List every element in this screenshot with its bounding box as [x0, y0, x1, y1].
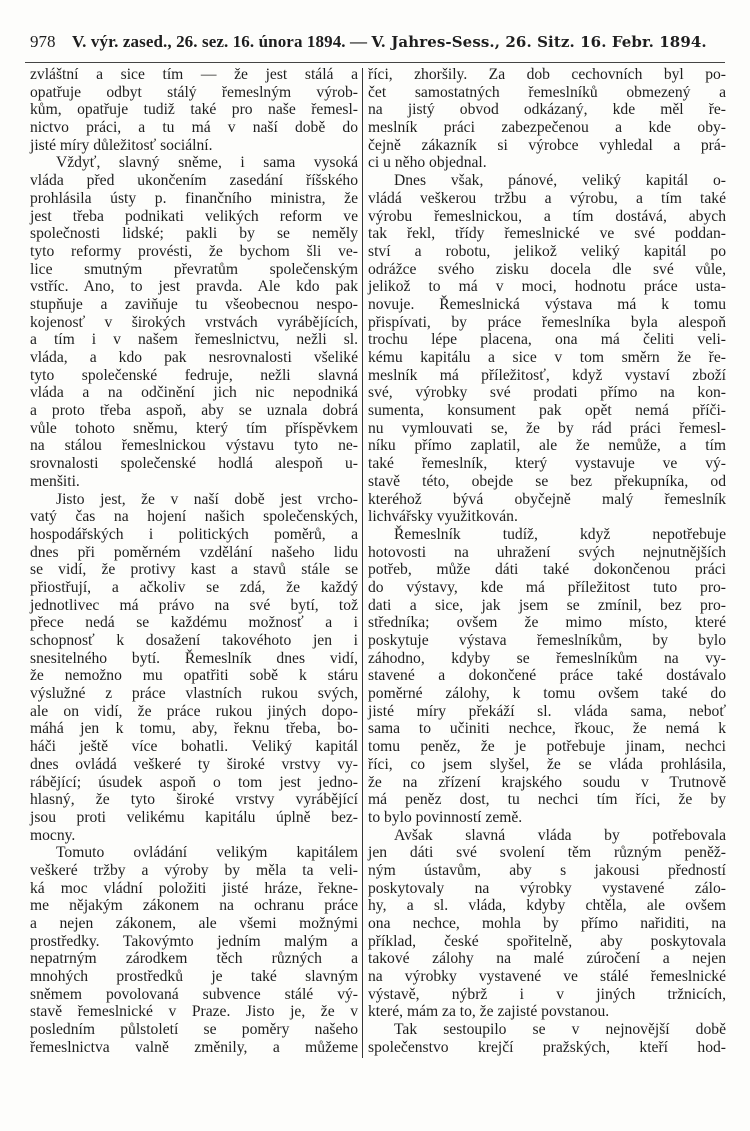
text-line: výstavě, nýbrž i v jiných tržnicích, [368, 985, 726, 1003]
text-line: sama to učiniti nechce, řkouc, že nemá k [368, 720, 726, 738]
text-line: říci, zhoršily. Za dob cechovních byl po- [368, 66, 726, 83]
text-line: lichvářsky využitkován. [368, 508, 518, 526]
text-line: níku přímo zaplatil, ale že nemůže, a tím [368, 437, 726, 455]
text-line: sněmem povolovaná subvence stálé vý- [30, 985, 358, 1003]
text-line: mnohých prostředků je také slavným [30, 968, 358, 986]
text-line: zvláštní a sice tím — že jest stálá a [30, 66, 358, 83]
text-line: čet samostatných řemeslníků obmezený a [368, 83, 726, 101]
text-line: výrobu řemeslnickou, a tím dostává, abych [368, 207, 726, 225]
text-line: menšiti. [30, 472, 80, 490]
text-line: na stálou řemeslnickou výstavu tyto ne- [30, 437, 358, 455]
text-line: meslník má příležitosť, když vystaví zboží [368, 366, 726, 384]
text-line: jisté míry překáží sl. vláda sama, neboť [368, 702, 726, 720]
text-line: a nejen zákonem, ale všemi možnými [30, 915, 358, 932]
text-line: a tím i v našem řemeslnictvu, nežli sl. [30, 331, 358, 349]
paragraph [368, 827, 726, 1022]
text-line: prostředky. Takovýmto jedním malým a [30, 932, 358, 950]
column-divider [362, 68, 363, 1058]
text-line: stavě řemeslnické v Praze. Jisto je, že v [30, 1003, 358, 1021]
left-column [30, 66, 358, 1057]
text-line: Řemeslník tudíž, když nepotřebuje [394, 525, 726, 543]
text-line: potřeb, může dáti také dokončenou práci [368, 561, 726, 579]
text-line: Jisto jest, že v naší době jest vrcho- [56, 490, 358, 508]
text-line: tyto společenské fedruje, nežli slavná [30, 366, 358, 384]
text-line: sumenta, konsument pak opět nemá příči- [368, 402, 726, 420]
running-title-german: V. Jahres-Sess., 26. Sitz. 16. Febr. 1894. [371, 33, 707, 51]
text-line: společenstvo krejčí pražských, kteří hod- [368, 1038, 726, 1056]
text-line: to bylo povinností země. [368, 808, 523, 826]
text-line: má peněz dost, tu nechci tím říci, že by [368, 791, 726, 809]
paragraph [368, 526, 726, 827]
text-line: takové zálohy na malé zúročení a nejen [368, 950, 726, 968]
text-line: vláda, a kdo pak nesrovnalosti všeliké [30, 349, 358, 366]
text-line: odrážce svého zisku docela dle své vůle, [368, 260, 726, 278]
text-line: se vidí, že protivy kast a stavů stále se [30, 561, 358, 579]
text-line: jest třeba podnikati velikých reform ve [30, 207, 358, 225]
text-line: přece nedá se každému možnosť a i [30, 614, 358, 632]
right-column [368, 66, 726, 1057]
text-line: ství a robotu, jelikož veliký kapitál po [368, 242, 726, 260]
text-line: přiostřují, a ačkoliv se zdá, že každý [30, 578, 358, 596]
text-line: a proto třeba aspoň, aby se uznala dobrá [30, 402, 358, 420]
text-line: čejně zákazník si výrobce vyhledal a prá- [368, 136, 726, 154]
paragraph [30, 491, 358, 845]
text-line: hotovosti na uhražení svých nejnutnějších [368, 543, 726, 561]
running-title-czech: V. výr. zased., 26. sez. 16. února 1894. — [72, 32, 368, 51]
text-line: dnes ovládá veškeré ty široké vrstvy vy- [30, 755, 358, 773]
text-line: hospodářských i politických poměrů, a [30, 525, 358, 543]
text-line: mocny. [30, 826, 76, 844]
text-line: jednotlivec má právo na své bytí, tož [30, 596, 358, 614]
text-line: stavené a dokončené práce také dostávalo [368, 667, 726, 685]
text-line: říci, co jsem slyšel, že se vláda prohlásila, [368, 755, 726, 773]
running-title [72, 32, 707, 52]
text-line: že na zřízení krajského soudu v Trutnově [368, 773, 726, 791]
text-line: vláda před ukončením zasedání říšského [30, 172, 358, 190]
text-line: prohlásila ústy p. finančního ministra, že [30, 189, 358, 207]
paragraph [368, 1021, 726, 1056]
text-line: vatý čas na hojení našich společenských, [30, 508, 358, 526]
text-line: stavě této, obejde se bez překupníka, od [368, 472, 726, 490]
text-line: snesitelného bytí. Řemeslník dnes vidí, [30, 649, 358, 667]
header-rule [25, 62, 725, 63]
text-line: me nějakým zákonem na ochranu práce [30, 897, 358, 915]
text-line: meslník práci zabezpečenou a kde oby- [368, 119, 726, 137]
paragraph [30, 844, 358, 1056]
text-line: vláda a na odčinění jich nic nepodniká [30, 384, 358, 402]
text-line: jelikož to má v moci, hodnotu práce usta- [368, 278, 726, 296]
text-line: novuje. Řemeslnická výstava má k tomu [368, 295, 726, 313]
text-line: vstříc. Ano, to jest pravda. Ale kdo pak [30, 278, 358, 296]
text-line: jen dáti své svolení těm různým peněž- [368, 844, 726, 862]
text-line: Tak sestoupilo se v nejnovější době [394, 1021, 726, 1039]
text-line: posledním půlstoletí se poměry našeho [30, 1021, 358, 1039]
text-line: trochu lépe placena, ona má čeliti veli- [368, 331, 726, 349]
text-line: tomu peněz, že je potřebuje jinam, nechci [368, 738, 726, 756]
text-line: jisté míry důležitosť sociální. [30, 136, 213, 154]
paragraph [30, 154, 358, 490]
text-line: Vždyť, slavný sněme, i sama vysoká [56, 154, 358, 172]
page-header [30, 22, 725, 56]
text-line: srovnalosti společenské hodlá alespoň u- [30, 455, 358, 473]
text-line: Avšak slavná vláda by potřebovala [394, 826, 726, 844]
text-line: na výrobky vystavené ve stálé řemeslnické [368, 968, 726, 986]
text-line: nu vymlouvati se, že by rád práci řemesl- [368, 419, 726, 437]
text-line: schopnosť k dosažení takovéhoto jen i [30, 632, 358, 649]
text-line: na jistý obvod odkázaný, kde měl ře- [368, 101, 726, 119]
text-line: kteréhož bývá obyčejně malý řemeslník [368, 490, 726, 508]
text-line: tyto reformy provésti, že bychom šli ve- [30, 242, 358, 260]
text-line: Tomuto ovládání velikým kapitálem [56, 844, 358, 862]
text-line: nepatrným zárodkem těch různých a [30, 950, 358, 968]
text-line: řemeslnictva valně změnily, a můžeme [30, 1038, 358, 1056]
text-line: kému kapitálu a sice v tom směrn že ře- [368, 349, 726, 366]
text-line: poměrné zálohy, k tomu ovšem také do [368, 685, 726, 703]
text-line: hy, a sl. vláda, kdyby chtěla, ale ovšem [368, 897, 726, 915]
paragraph [368, 172, 726, 526]
text-line: společnosti lidské; pakli by se neměly [30, 225, 358, 243]
text-line: vůle tohoto sněmu, který tím příspěvkem [30, 419, 358, 437]
text-line: poskytovaly na výrobky vystavené zálo- [368, 879, 726, 897]
text-line: záhodno, kdyby se řemeslníkům na vy- [368, 649, 726, 667]
text-line: kům, opatřuje tudiž také pro naše řemesl- [30, 101, 358, 119]
text-line: stupňuje a zaviňuje tu všeobecnou nespo- [30, 295, 358, 313]
text-line: háči ještě více bohatli. Veliký kapitál [30, 738, 358, 756]
text-line: přispívati, by práce řemeslníka byla alespoň [368, 313, 726, 331]
text-line: poskytuje výstava řemeslníkům, by bylo [368, 632, 726, 649]
text-line: máhá jen k tomu, aby, řeknu třeba, bo- [30, 720, 358, 738]
text-line: dati a sice, jak jsem se zmínil, bez pro- [368, 596, 726, 614]
text-line: tak řekl, třídy řemeslnické ve své poddan- [368, 225, 726, 243]
text-line: také řemeslník, který vystavuje ve vý- [368, 455, 726, 473]
text-line: lice smutným převratům společenským [30, 260, 358, 278]
text-line: hlasný, že tyto široké vrstvy vyrábějící [30, 791, 358, 809]
text-line: do výstavy, kde má příležitost tuto pro- [368, 578, 726, 596]
text-line: že nemožno mu opatřiti sobě k stáru [30, 667, 358, 685]
text-line: které, mám za to, že zajisté povstanou. [368, 1003, 610, 1021]
text-line: ným ústavům, aby s jakousi předností [368, 861, 726, 879]
text-line: ci u něho objednal. [368, 154, 487, 172]
text-line: rábějící; úsudek aspoň o tom jest jedno- [30, 773, 358, 791]
text-line: příklad, české spořitelně, aby poskytovala [368, 932, 726, 950]
text-line: ale on vidí, že práce rukou jiných dopo- [30, 702, 358, 720]
paragraph [368, 66, 726, 172]
text-line: ká moc vládní položiti jisté hráze, řekne- [30, 879, 358, 897]
paragraph [30, 66, 358, 154]
page-number: 978 [30, 32, 56, 51]
text-line: Dnes však, pánové, veliký kapitál o- [394, 172, 726, 190]
text-line: ona nechce, mohla by přímo nařiditi, na [368, 915, 726, 932]
text-line: opatřuje odbyt stálý řemeslným výrob- [30, 83, 358, 101]
text-line: veškeré tržby a výroby by měla ta veli- [30, 861, 358, 879]
text-line: své, výrobky své prodati přímo na kon- [368, 384, 726, 402]
text-line: výslužné z práce vlastních rukou svých, [30, 685, 358, 703]
text-line: jsou proti velikému kapitálu úplně bez- [30, 808, 358, 826]
text-line: nictvo práci, a tu má v naší době do [30, 119, 358, 137]
text-line: středníka; ovšem že mimo místo, které [368, 614, 726, 632]
text-line: kojenosť v širokých vrstvách vyrábějících, [30, 313, 358, 331]
text-line: dnes při poměrném vzdělání našeho lidu [30, 543, 358, 561]
text-line: vládá veškerou tržbu a výrobu, a tím také [368, 189, 726, 207]
